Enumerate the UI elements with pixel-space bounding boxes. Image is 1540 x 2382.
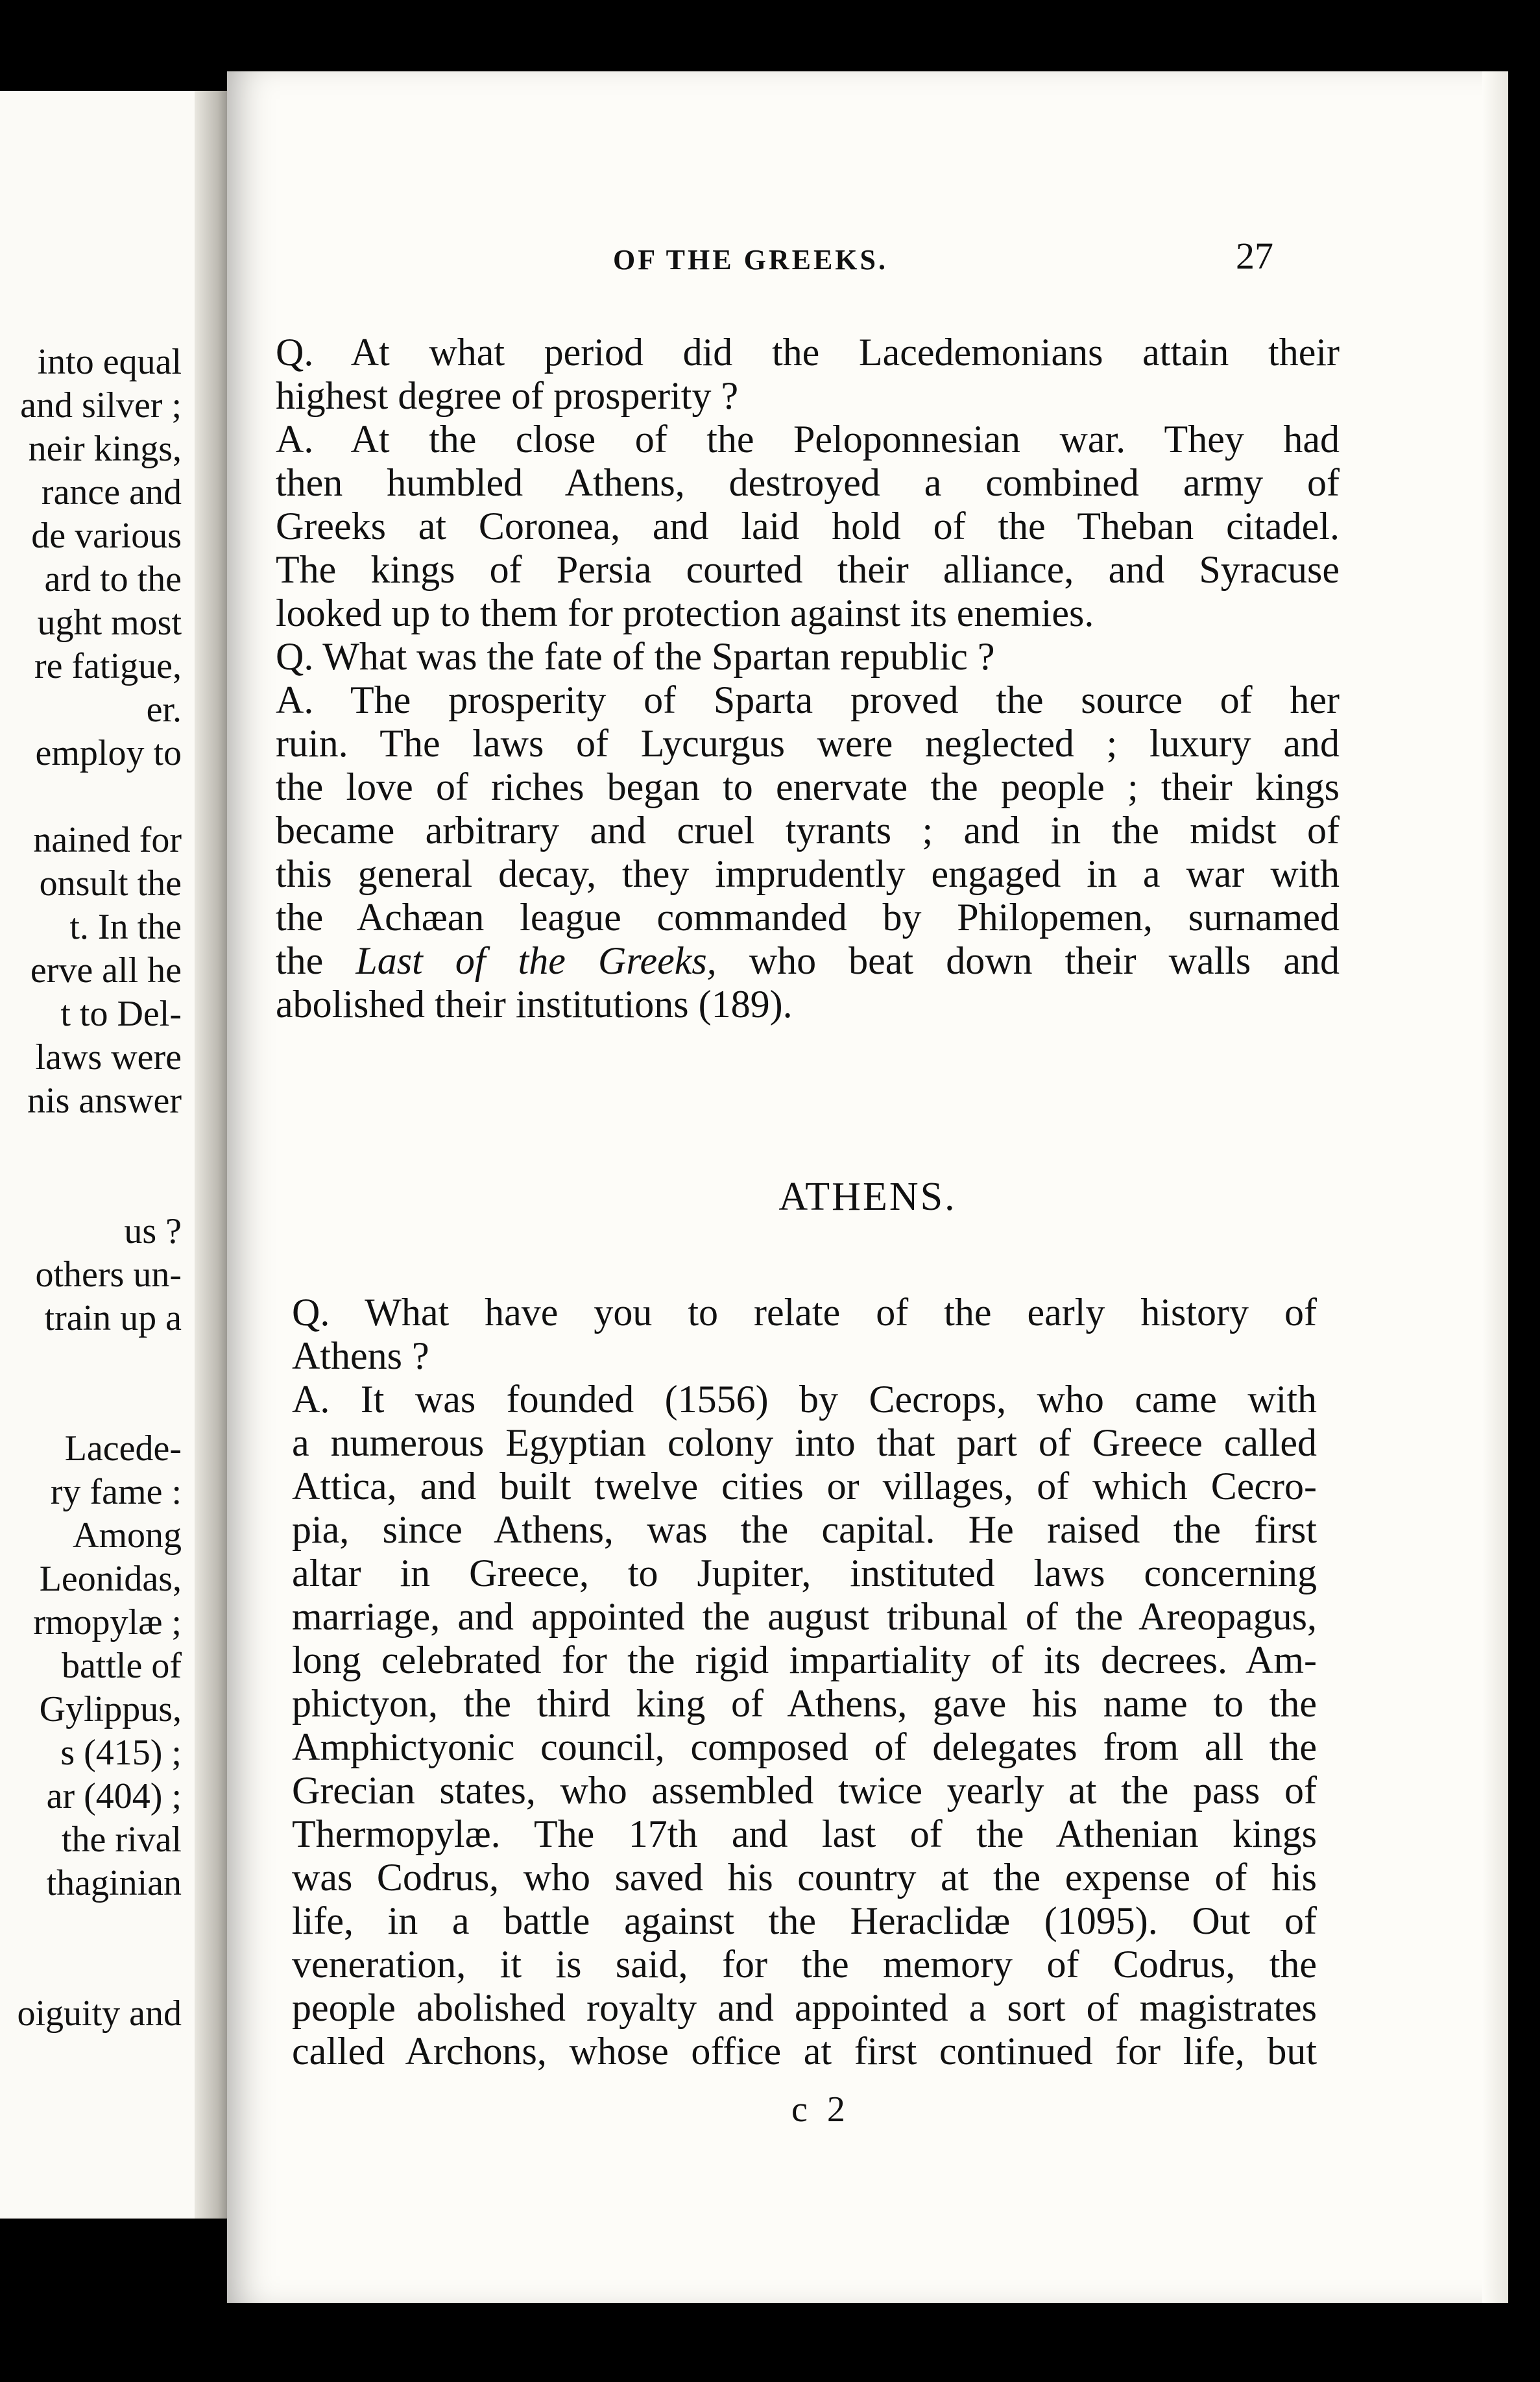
previous-page-line: nis answer: [27, 1081, 182, 1121]
text-line: abolished their institutions (189).: [276, 983, 793, 1026]
text-fragment: the: [276, 939, 356, 982]
previous-page-line: laws were: [35, 1037, 182, 1077]
text-line: Thermopylæ. The 17th and last of the Athenian kings: [292, 1812, 1317, 1855]
text-line: Greeks at Coronea, and laid hold of the Theban citadel.: [276, 505, 1340, 547]
previous-page-line: onsult the: [39, 863, 182, 904]
text-line: Athens ?: [292, 1334, 429, 1377]
current-page: [227, 71, 1508, 2303]
signature-mark: c 2: [791, 2089, 850, 2130]
lacedemonian-qa-block: [276, 331, 1340, 1026]
text-line: the love of riches began to enervate the people ; their kings: [276, 765, 1340, 808]
previous-page-line: the rival: [61, 1820, 182, 1860]
text-line: The kings of Persia courted their alliance, and Syracuse: [276, 548, 1340, 591]
previous-page-line: Gylippus,: [39, 1689, 182, 1729]
previous-page-line: nained for: [33, 820, 182, 860]
text-line: the Achæan league commanded by Philopemen, surnamed: [276, 896, 1340, 939]
previous-page-line: Among: [73, 1515, 182, 1556]
previous-page-line: thaginian: [46, 1863, 182, 1903]
previous-page-line: ught most: [37, 603, 182, 643]
text-line: pia, since Athens, was the capital. He raised the first: [292, 1508, 1317, 1551]
page-header: [227, 235, 1508, 295]
previous-page-line: Lacede-: [64, 1428, 182, 1469]
text-line: looked up to them for protection against its enemies.: [276, 592, 1094, 634]
previous-page-line: ry fame :: [50, 1472, 182, 1512]
previous-page-line: others un-: [35, 1255, 182, 1295]
text-line-with-italic: [276, 939, 1340, 983]
previous-page-line: re fatigue,: [34, 646, 182, 686]
previous-page-line: er.: [146, 690, 182, 730]
previous-page-line: battle of: [61, 1646, 182, 1686]
text-line: marriage, and appointed the august tribunal of the Areopagus,: [292, 1595, 1317, 1638]
text-line: A. It was founded (1556) by Cecrops, who came with: [292, 1378, 1317, 1421]
text-line: veneration, it is said, for the memory of Codrus, the: [292, 1943, 1317, 1986]
text-line: A. The prosperity of Sparta proved the source of her: [276, 679, 1340, 721]
text-line: Q. At what period did the Lacedemonians attain their: [276, 331, 1340, 374]
previous-page-line: t. In the: [69, 907, 182, 947]
previous-page-line: us ?: [124, 1211, 182, 1251]
text-fragment: who beat down their walls and: [716, 939, 1340, 982]
text-line: phictyon, the third king of Athens, gave his name to the: [292, 1682, 1317, 1725]
text-line: called Archons, whose office at first continued for life, but: [292, 2030, 1317, 2073]
running-head: OF THE GREEKS.: [613, 244, 888, 276]
previous-page-line: oiguity and: [17, 1993, 182, 2034]
previous-page-line: t to Del-: [60, 994, 182, 1034]
section-heading: ATHENS.: [778, 1175, 957, 1219]
text-line: Q. What was the fate of the Spartan republic ?: [276, 635, 995, 678]
text-line: then humbled Athens, destroyed a combined army of: [276, 461, 1340, 504]
text-line: altar in Greece, to Jupiter, instituted laws concerning: [292, 1552, 1317, 1594]
previous-page-line: train up a: [44, 1298, 182, 1338]
text-line: long celebrated for the rigid impartiality of its decrees. Am-: [292, 1639, 1317, 1681]
previous-page-line: rmopylæ ;: [33, 1602, 182, 1642]
previous-page-line: rance and: [41, 472, 182, 512]
previous-page-line: into equal: [37, 342, 182, 382]
text-line: Q. What have you to relate of the early history of: [292, 1291, 1317, 1334]
previous-page-line: ar (404) ;: [46, 1776, 182, 1816]
page-number: 27: [1236, 235, 1273, 277]
previous-page-line: employ to: [35, 733, 182, 773]
text-line: Grecian states, who assembled twice yearly at the pass of: [292, 1769, 1317, 1812]
previous-page-line: s (415) ;: [60, 1733, 182, 1773]
previous-page-line: neir kings,: [28, 429, 182, 469]
text-line: Amphictyonic council, composed of delegates from all the: [292, 1726, 1317, 1768]
text-line: Attica, and built twelve cities or villages, of which Cecro-: [292, 1465, 1317, 1508]
previous-page-line: de various: [31, 516, 182, 556]
text-line: was Codrus, who saved his country at the expense of his: [292, 1856, 1317, 1899]
text-line: people abolished royalty and appointed a sort of magistrates: [292, 1986, 1317, 2029]
previous-page-line: ard to the: [44, 559, 182, 599]
italic-phrase: Last of the Greeks,: [355, 939, 717, 982]
text-line: life, in a battle against the Heraclidæ (1095). Out of: [292, 1899, 1317, 1942]
text-line: highest degree of prosperity ?: [276, 374, 739, 417]
previous-page-line: and silver ;: [20, 385, 182, 426]
previous-page-line: Leonidas,: [39, 1559, 182, 1599]
previous-page-fragment: [0, 91, 214, 2219]
previous-page-line: erve all he: [30, 950, 182, 991]
text-line: A. At the close of the Peloponnesian war. They had: [276, 418, 1340, 461]
text-line: this general decay, they imprudently engaged in a war with: [276, 852, 1340, 895]
text-line: ruin. The laws of Lycurgus were neglected ; luxury and: [276, 722, 1340, 765]
athens-qa-block: [292, 1291, 1317, 2073]
text-line: became arbitrary and cruel tyrants ; and in the midst of: [276, 809, 1340, 852]
text-line: a numerous Egyptian colony into that part of Greece called: [292, 1421, 1317, 1464]
